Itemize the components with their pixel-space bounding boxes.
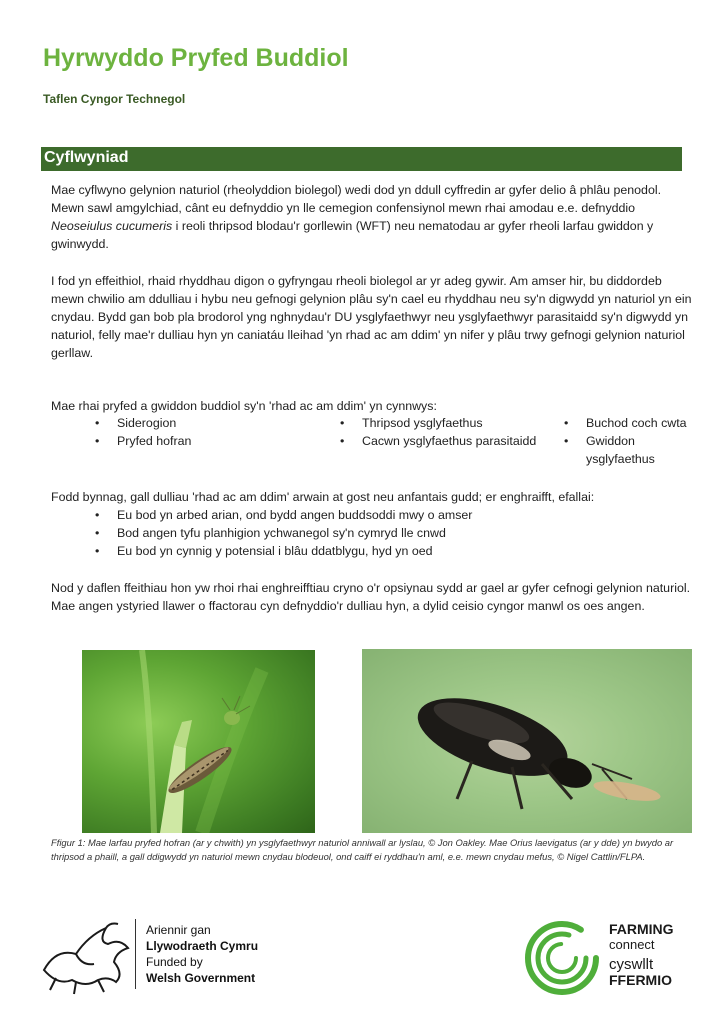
welsh-government-wordmark: [146, 922, 258, 986]
fc-line-1: FARMING: [609, 921, 674, 937]
section-heading: Cyflwyniad: [44, 149, 129, 166]
beneficials-column-1: [95, 414, 295, 450]
list-item: • Pryfed hofran: [95, 432, 295, 450]
farming-connect-logo-icon: [522, 918, 602, 998]
hoverfly-larva-photo: [82, 650, 315, 833]
list-item: • Siderogion: [95, 414, 295, 432]
fc-line-3: cyswllt: [609, 956, 654, 973]
aim-paragraph: Nod y daflen ffeithiau hon yw rhoi rhai enghreifftiau cryno o'r opsiynau sydd ar gael ar gyfer cefnogi gelynion naturiol. Mae angen ystyried llawer o ffactorau cyn defnyddio'r dulliau hyn, a dylid ceisio cyngor manwl os oes angen.: [51, 581, 691, 613]
p1-species-name: Neoseiulus cucumeris: [51, 219, 173, 233]
list-item: • Eu bod yn arbed arian, ond bydd angen buddsoddi mwy o amser: [95, 506, 472, 524]
list-item: • Gwiddon ysglyfaethus: [564, 432, 704, 468]
wg-line-3: Funded by: [146, 955, 203, 969]
page-subtitle: Taflen Cyngor Technegol: [43, 92, 186, 106]
wg-line-1: Ariennir gan: [146, 923, 211, 937]
logo-divider: [135, 919, 136, 989]
beneficials-intro: Mae rhai pryfed a gwiddon buddiol sy'n 'rhad ac am ddim' yn cynnwys:: [51, 399, 437, 413]
section-header-bar: [41, 147, 682, 171]
p1-text-start: Mae cyflwyno gelynion naturiol (rheolyddion biolegol) wedi dod yn ddull cyffredin ar gyfer delio â phlâu penodol. Mewn sawl amgylchiad, cânt eu defnyddio yn lle cemegion confensiynol mewn rhai amodau e.e. defnyddio: [51, 183, 662, 215]
orius-bug-photo: [362, 649, 692, 833]
list-item: • Cacwn ysglyfaethus parasitaidd: [340, 432, 540, 450]
p1-text-end: i reoli thripsod blodau'r gorllewin (WFT) neu nematodau ar gyfer rheoli larfau gwiddon y gwinwydd.: [51, 219, 654, 251]
drawbacks-list: [95, 506, 472, 560]
wg-line-2: Llywodraeth Cymru: [146, 939, 259, 953]
beneficials-column-2: [340, 414, 540, 450]
beneficials-column-3: [564, 414, 704, 468]
drawbacks-intro: Fodd bynnag, gall dulliau 'rhad ac am ddim' arwain at gost neu anfantais gudd; er enghraifft, efallai:: [51, 490, 595, 504]
intro-paragraph-1: [51, 181, 696, 253]
page-title: Hyrwyddo Pryfed Buddiol: [43, 44, 349, 72]
fc-line-2: connect: [609, 937, 655, 952]
list-item: • Buchod coch cwta: [564, 414, 704, 432]
figure-caption: Ffigur 1: Mae larfau pryfed hofran (ar y chwith) yn ysglyfaethwyr naturiol anniwall ar lyslau, © Jon Oakley. Mae Orius laevigatus (ar y dde) yn bwydo ar thripsod a phaill, a gall ddigwydd yn naturiol mewn cnydau blodeuol, ond caiff ei ryddhau'n aml, e.e. mewn cnydau mefus, © Nigel Cattlin/FLPA.: [51, 837, 674, 862]
wg-line-4: Welsh Government: [146, 971, 256, 985]
intro-paragraph-2: I fod yn effeithiol, rhaid rhyddhau digon o gyfryngau rheoli biolegol ar yr adeg gywir. Am amser hir, bu diddordeb mewn chwilio am ddulliau i hybu neu gefnogi gelynion plâu sy'n cael eu rhyddhau neu sy'n digwydd yn naturiol yn ein cnydau. Bydd gan bob pla brodorol yng nghnydau'r DU ysglyfaethwyr neu ysglyfaethwyr parasitaidd sy'n digwydd yn naturiol, felly mae'r dulliau hyn yn caniatáu lleihad 'yn rhad ac am ddim' yn nifer y plâu trwy gefnogi gelynion naturiol gerllaw.: [51, 274, 692, 360]
list-item: • Bod angen tyfu planhigion ychwanegol sy'n cymryd lle cnwd: [95, 524, 472, 542]
farming-connect-wordmark: [609, 922, 674, 988]
fc-line-4: FFERMIO: [609, 972, 672, 988]
list-item: • Thripsod ysglyfaethus: [340, 414, 540, 432]
list-item: • Eu bod yn cynnig y potensial i blâu ddatblygu, hyd yn oed: [95, 542, 472, 560]
